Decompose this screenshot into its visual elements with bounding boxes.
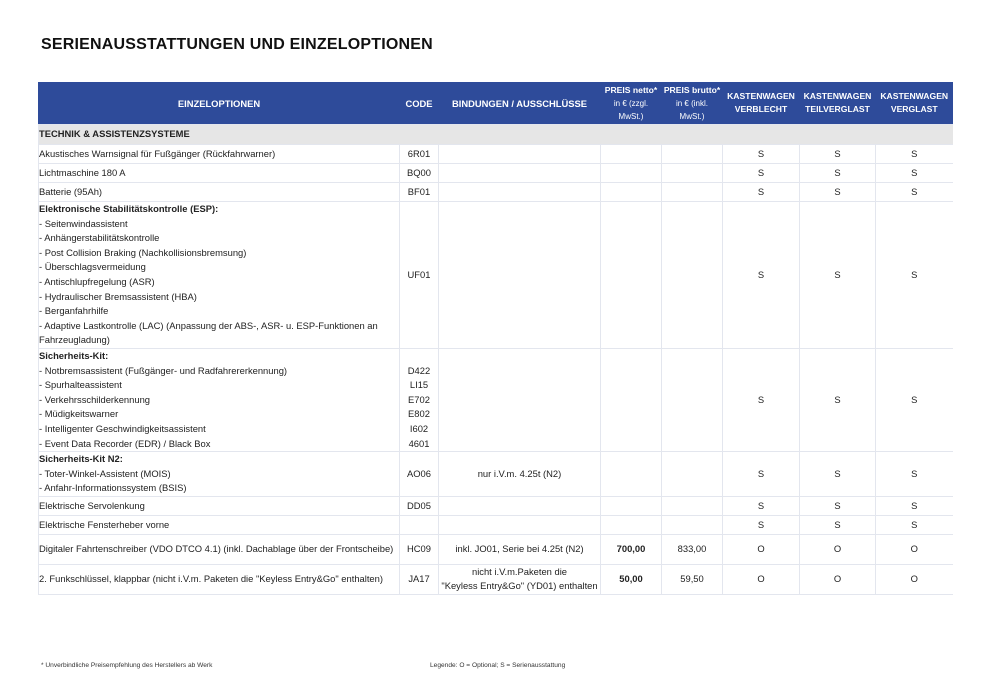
table-row-tacho (39, 534, 953, 564)
variant-verglast: O (876, 534, 953, 564)
variant-verglast: S (876, 348, 953, 451)
table-row-safety-kit-n2 (39, 452, 953, 497)
option-name: Batterie (95Ah) (39, 183, 400, 202)
variant-verblecht: O (723, 534, 800, 564)
safety-kit-item: - Verkehrsschilderkennung (39, 393, 150, 405)
price-net (601, 202, 662, 349)
header-price-gross (662, 82, 723, 125)
header-bindings: BINDUNGEN / AUSSCHLÜSSE (439, 82, 601, 125)
price-gross (662, 348, 723, 451)
table-row (39, 145, 953, 164)
option-code: BQ00 (400, 164, 439, 183)
option-code: HC09 (400, 534, 439, 564)
price-gross (662, 496, 723, 515)
option-bindings: nur i.V.m. 4.25t (N2) (439, 452, 601, 497)
price-gross (662, 452, 723, 497)
header-code: CODE (400, 82, 439, 125)
safety-kit-n2-item: - Toter-Winkel-Assistent (MOIS) (39, 467, 171, 479)
esp-item: - Antischlupfregelung (ASR) (39, 275, 155, 287)
variant-teilverglast: S (800, 452, 876, 497)
table-row-key (39, 564, 953, 594)
price-net: 700,00 (601, 534, 662, 564)
safety-kit-code: 4601 (408, 437, 430, 449)
esp-item: - Überschlagsvermeidung (39, 261, 146, 273)
section-row (39, 125, 953, 145)
variant-verglast: S (876, 496, 953, 515)
safety-kit-title: Sicherheits-Kit: (39, 349, 109, 361)
safety-kit-item: - Intelligenter Geschwindigkeitsassistent (39, 422, 206, 434)
option-code: BF01 (400, 183, 439, 202)
header-variant-verglast (876, 82, 953, 125)
price-net (601, 452, 662, 497)
variant-verglast: S (876, 145, 953, 164)
variant-verblecht: S (723, 348, 800, 451)
option-bindings (439, 496, 601, 515)
option-name: Lichtmaschine 180 A (39, 164, 400, 183)
header-price-gross-sub2: MwSt.) (679, 111, 705, 121)
esp-item: - Berganfahrhilfe (39, 305, 109, 317)
option-code-list (400, 348, 439, 451)
price-net (601, 183, 662, 202)
variant-teilverglast: O (800, 534, 876, 564)
option-name: Digitaler Fahrtenschreiber (VDO DTCO 4.1) (inkl. Dachablage über der Frontscheibe) (39, 534, 400, 564)
price-net (601, 164, 662, 183)
esp-item: - Adaptive Lastkontrolle (LAC) (Anpassung der ABS-, ASR- u. ESP-Funktionen an Fahrzeugladung) (39, 319, 378, 346)
table-row (39, 183, 953, 202)
header-variant-line: KASTENWAGEN (727, 91, 795, 101)
esp-item: - Anhängerstabilitätskontrolle (39, 232, 160, 244)
header-price-net-sub1: in € (zzgl. (613, 98, 649, 108)
price-gross (662, 164, 723, 183)
options-table (38, 82, 953, 595)
option-code: AO06 (400, 452, 439, 497)
variant-teilverglast: S (800, 348, 876, 451)
option-name: Elektrische Fensterheber vorne (39, 515, 400, 534)
safety-kit-item: - Spurhalteassistent (39, 379, 122, 391)
variant-teilverglast: S (800, 202, 876, 349)
header-variant-line: KASTENWAGEN (880, 91, 949, 101)
variant-teilverglast: S (800, 145, 876, 164)
table-header-row (39, 82, 953, 125)
esp-item: - Hydraulischer Bremsassistent (HBA) (39, 290, 197, 302)
variant-teilverglast: S (800, 496, 876, 515)
option-code: 6R01 (400, 145, 439, 164)
option-name: Akustisches Warnsignal für Fußgänger (Rückfahrwarner) (39, 145, 400, 164)
header-price-gross-title: PREIS brutto* (663, 84, 721, 95)
price-net (601, 145, 662, 164)
option-code: DD05 (400, 496, 439, 515)
option-bindings (439, 202, 601, 349)
variant-verblecht: S (723, 496, 800, 515)
variant-verblecht: S (723, 202, 800, 349)
esp-title: Elektronische Stabilitätskontrolle (ESP): (39, 203, 219, 214)
header-price-net (601, 82, 662, 125)
esp-item: - Seitenwindassistent (39, 217, 128, 229)
option-bindings (439, 183, 601, 202)
header-price-net-title: PREIS netto* (604, 84, 658, 95)
variant-teilverglast: S (800, 183, 876, 202)
header-variant-line: VERGLAST (890, 104, 938, 114)
variant-verblecht: S (723, 183, 800, 202)
header-price-net-sub2: MwSt.) (618, 111, 644, 121)
header-variant-teilverglast (800, 82, 876, 125)
safety-kit-code: D422 (407, 364, 431, 376)
esp-item: - Post Collision Braking (Nachkollisionsbremsung) (39, 246, 247, 258)
variant-verglast: S (876, 183, 953, 202)
variant-verblecht: O (723, 564, 800, 594)
variant-verblecht: S (723, 164, 800, 183)
safety-kit-item: - Event Data Recorder (EDR) / Black Box (39, 437, 211, 449)
table-row-esp (39, 202, 953, 349)
price-gross (662, 145, 723, 164)
table-row (39, 496, 953, 515)
variant-teilverglast: S (800, 164, 876, 183)
option-bindings (439, 515, 601, 534)
price-gross (662, 202, 723, 349)
option-code: JA17 (400, 564, 439, 594)
option-name (39, 452, 400, 497)
option-name (39, 202, 400, 349)
option-bindings (439, 348, 601, 451)
option-name: 2. Funkschlüssel, klappbar (nicht i.V.m. Paketen die "Keyless Entry&Go" enthalten) (39, 564, 400, 594)
option-bindings (439, 564, 601, 594)
table-row (39, 515, 953, 534)
price-net (601, 348, 662, 451)
variant-verglast: S (876, 202, 953, 349)
safety-kit-n2-item: - Anfahr-Informationssystem (BSIS) (39, 482, 187, 494)
option-bindings (439, 145, 601, 164)
option-code: UF01 (400, 202, 439, 349)
price-net (601, 496, 662, 515)
option-name (39, 348, 400, 451)
bindings-line: "Keyless Entry&Go" (YD01) enthalten (441, 580, 598, 592)
option-bindings (439, 164, 601, 183)
price-gross: 59,50 (662, 564, 723, 594)
price-net: 50,00 (601, 564, 662, 594)
safety-kit-n2-title: Sicherheits-Kit N2: (39, 453, 123, 465)
price-gross (662, 515, 723, 534)
page-title: SERIENAUSSTATTUNGEN UND EINZELOPTIONEN (41, 36, 433, 53)
section-title: TECHNIK & ASSISTENZSYSTEME (39, 125, 953, 145)
price-gross: 833,00 (662, 534, 723, 564)
header-price-gross-sub1: in € (inkl. (675, 98, 708, 108)
variant-teilverglast: S (800, 515, 876, 534)
header-option: EINZELOPTIONEN (39, 82, 400, 125)
variant-verglast: O (876, 564, 953, 594)
header-variant-line: KASTENWAGEN (803, 91, 872, 101)
price-gross (662, 183, 723, 202)
bindings-line: nicht i.V.m.Paketen die (471, 565, 568, 577)
safety-kit-code: I602 (409, 422, 429, 434)
variant-verblecht: S (723, 145, 800, 164)
header-variant-line: TEILVERGLAST (805, 104, 870, 114)
legend: Legende: O = Optional; S = Serienausstattung (430, 662, 566, 669)
variant-verglast: S (876, 164, 953, 183)
safety-kit-item: - Müdigkeitswarner (39, 408, 119, 420)
variant-verblecht: S (723, 452, 800, 497)
price-footnote: * Unverbindliche Preisempfehlung des Herstellers ab Werk (41, 662, 213, 669)
option-code (400, 515, 439, 534)
price-net (601, 515, 662, 534)
variant-verglast: S (876, 515, 953, 534)
header-variant-line: VERBLECHT (734, 104, 788, 114)
safety-kit-item: - Notbremsassistent (Fußgänger- und Radfahrererkennung) (39, 364, 288, 376)
table-row (39, 164, 953, 183)
header-variant-verblecht (723, 82, 800, 125)
variant-verblecht: S (723, 515, 800, 534)
variant-verglast: S (876, 452, 953, 497)
safety-kit-code: E702 (408, 393, 430, 405)
safety-kit-code: E802 (408, 408, 430, 420)
variant-teilverglast: O (800, 564, 876, 594)
safety-kit-code: LI15 (409, 379, 429, 391)
option-bindings: inkl. JO01, Serie bei 4.25t (N2) (439, 534, 601, 564)
option-name: Elektrische Servolenkung (39, 496, 400, 515)
table-row-safety-kit (39, 348, 953, 451)
